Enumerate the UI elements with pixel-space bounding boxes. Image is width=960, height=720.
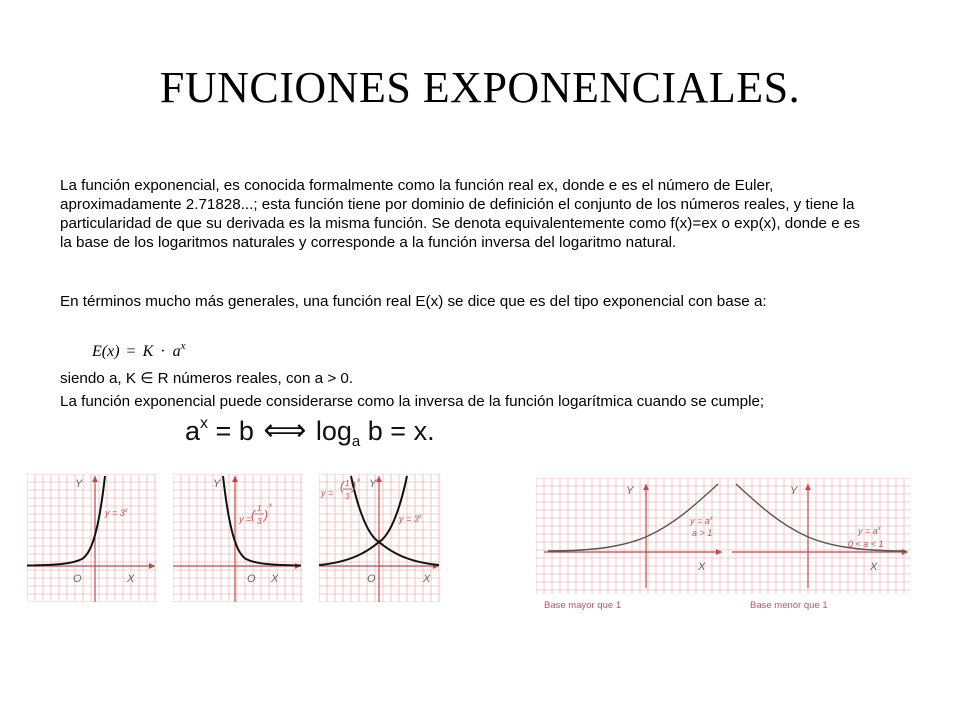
- curve-label-right: $y = 3^x$: [399, 514, 422, 524]
- curve-label: $y = 3^x$: [105, 508, 128, 518]
- curve-label: [238, 503, 273, 526]
- caption-left: Base mayor que 1: [544, 600, 622, 611]
- y-axis-label: Y: [369, 478, 377, 490]
- svg-text:(: (: [251, 508, 255, 522]
- origin-label: O: [367, 573, 376, 585]
- svg-text:(: (: [340, 479, 344, 493]
- log-eq-exp: x: [200, 415, 209, 432]
- curve-3x: [27, 476, 105, 566]
- log-eq-sub: a: [351, 433, 361, 450]
- origin-label: O: [247, 573, 256, 585]
- graph-grid: [27, 474, 157, 602]
- formula-k: K: [142, 343, 154, 360]
- log-eq-rhs2: b = x.: [367, 416, 435, 446]
- paragraph-definition: La función exponencial, es conocida formalmente como la función real ex, donde e es el número de Euler, aproximadamente 2.71828...; esta función tiene por dominio de definición el conjunto de los números reales, y tiene la particularidad de que su derivada es la misma función. Se denota equivalentemente como f(x)=ex o exp(x), donde e es la base de los logaritmos naturales y corresponde a la función inversa del logaritmo natural.: [60, 177, 860, 251]
- graph-exp-one-third-x: [173, 474, 303, 602]
- svg-text:1: 1: [345, 479, 350, 488]
- x-axis-label: X: [271, 573, 279, 585]
- svg-text:y =: y =: [321, 488, 334, 498]
- condition-right: 0 < a < 1: [848, 539, 884, 549]
- formula-exponent: x: [180, 340, 186, 352]
- svg-text:x: x: [269, 503, 272, 509]
- curve-label-right: $y = a^x$: [858, 526, 881, 536]
- graph-base-comparison: [536, 478, 911, 614]
- graph-both-exponentials: [319, 474, 441, 602]
- y-axis-arrow: [376, 476, 382, 482]
- exponential-formula: [92, 340, 185, 361]
- svg-text:): ): [264, 508, 268, 522]
- origin-label: O: [73, 573, 82, 585]
- x-axis-arrow: [149, 563, 155, 569]
- y-axis-label: Y: [213, 478, 221, 490]
- y-axis-label-right: Y: [790, 485, 798, 497]
- x-axis-label: X: [127, 573, 135, 585]
- log-eq-base: a: [185, 416, 201, 446]
- x-axis-label-left: X: [698, 561, 706, 573]
- y-axis-arrow-right: [805, 484, 811, 490]
- svg-text:y =: y =: [239, 514, 252, 524]
- formula-dot: ·: [160, 343, 166, 360]
- curve-label-left: [320, 478, 361, 501]
- svg-text:3: 3: [345, 492, 350, 501]
- log-equivalence: [185, 413, 435, 450]
- y-axis-arrow: [92, 476, 98, 482]
- y-axis-label: Y: [75, 478, 83, 490]
- svg-text:): ): [352, 479, 356, 493]
- formula-lhs: E(x): [92, 343, 120, 360]
- x-axis-label: X: [423, 573, 431, 585]
- svg-text:x: x: [357, 478, 360, 484]
- log-eq-rhs1: = b: [215, 416, 254, 446]
- paragraph-general: En términos mucho más generales, una función real E(x) se dice que es del tipo exponencial con base a:: [60, 293, 767, 310]
- log-eq-arrow: ⟺: [263, 414, 307, 447]
- graph-exp-3x: [27, 474, 157, 602]
- y-axis-label-left: Y: [626, 485, 634, 497]
- svg-text:1: 1: [257, 504, 262, 513]
- curve-label-left: $y = a^x$: [690, 516, 713, 526]
- graph-grid: [173, 474, 303, 602]
- paragraph-conditions: siendo a, K ∈ R números reales, con a > 0.: [60, 370, 354, 387]
- svg-text:3: 3: [257, 517, 262, 526]
- slide-title: FUNCIONES EXPONENCIALES.: [159, 63, 801, 112]
- formula-base: a: [172, 343, 181, 360]
- formula-equals: =: [126, 343, 136, 360]
- caption-right: Base menor que 1: [750, 600, 828, 611]
- paragraph-inverse: La función exponencial puede considerarse como la inversa de la función logarítmica cuando se cumple;: [60, 393, 765, 410]
- x-axis-label-right: X: [870, 561, 878, 573]
- condition-left: a > 1: [692, 528, 713, 538]
- log-eq-log: log: [315, 416, 352, 446]
